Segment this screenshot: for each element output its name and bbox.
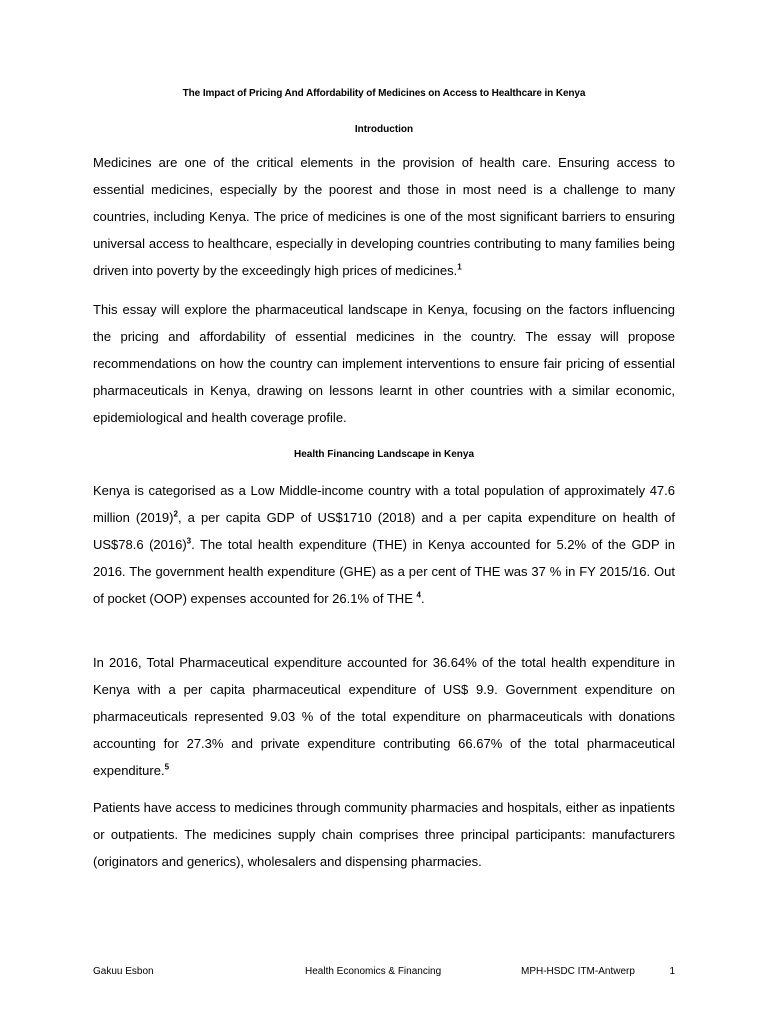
paragraph-text: . The total health expenditure (THE) in Kenya accounted for 5.2% of the GDP in 2016. The government health expenditure (GHE) as a per cent of THE was 37 % in FY 2015/16. Out of pocket (OOP) expenses accounted for 26.1% of THE	[93, 536, 675, 606]
paragraph-text: .	[420, 590, 425, 606]
paragraph-text: , a per capita GDP of US$1710 (2018) and a per capita expenditure on health of US$78.6 (2016)	[93, 509, 675, 552]
paragraph	[93, 150, 675, 285]
footnote-ref: 5	[164, 762, 170, 772]
footer-author: Gakuu Esbon	[93, 966, 154, 977]
paragraph	[93, 478, 675, 613]
paragraph-text: Patients have access to medicines through community pharmacies and hospitals, either as inpatients or outpatients. The medicines supply chain comprises three principal participants: manufacturers (originators and generics), wholesalers and dispensing pharmacies.	[93, 800, 675, 869]
paragraph	[93, 650, 675, 785]
footnote-ref: 4	[416, 590, 421, 600]
footnote-ref: 3	[186, 536, 192, 546]
paragraph	[93, 795, 675, 876]
section-heading-introduction: Introduction	[354, 124, 414, 135]
section-heading-health-financing: Health Financing Landscape in Kenya	[293, 449, 475, 460]
page-footer	[93, 966, 675, 980]
paragraph-text: Medicines are one of the critical elements in the provision of health care. Ensuring access to essential medicines, especially by the poorest and those in most need is a challenge to many countries, including Kenya. The price of medicines is one of the most significant barriers to ensuring universal access to healthcare, especially in developing countries contributing to many families being driven into poverty by the exceedingly high prices of medicines.	[93, 155, 675, 278]
footnote-ref: 1	[457, 262, 462, 272]
footer-page-number: 1	[669, 966, 675, 977]
footer-program: MPH-HSDC ITM-Antwerp	[521, 966, 635, 977]
paragraph	[93, 297, 675, 432]
paragraph-text: In 2016, Total Pharmaceutical expenditure accounted for 36.64% of the total health expenditure in Kenya with a per capita pharmaceutical expenditure of US$ 9.9. Government expenditure on pharmaceuticals represented 9.03 % of the total expenditure on pharmaceuticals with donations accounting for 27.3% and private expenditure contributing 66.67% of the total pharmaceutical expenditure.	[93, 655, 675, 778]
paragraph-text: Kenya is categorised as a Low Middle-income country with a total population of approximately 47.6 million (2019)	[93, 483, 675, 525]
document-title: The Impact of Pricing And Affordability of Medicines on Access to Healthcare in Kenya	[182, 88, 586, 99]
footer-course: Health Economics & Financing	[305, 966, 442, 977]
paragraph-text: This essay will explore the pharmaceutical landscape in Kenya, focusing on the factors influencing the pricing and affordability of essential medicines in the country. The essay will propose recommendations on how the country can implement interventions to ensure fair pricing of essential pharmaceuticals in Kenya, drawing on lessons learnt in other countries with a similar economic, epidemiological and health coverage profile.	[93, 302, 675, 425]
footnote-ref: 2	[173, 509, 178, 519]
